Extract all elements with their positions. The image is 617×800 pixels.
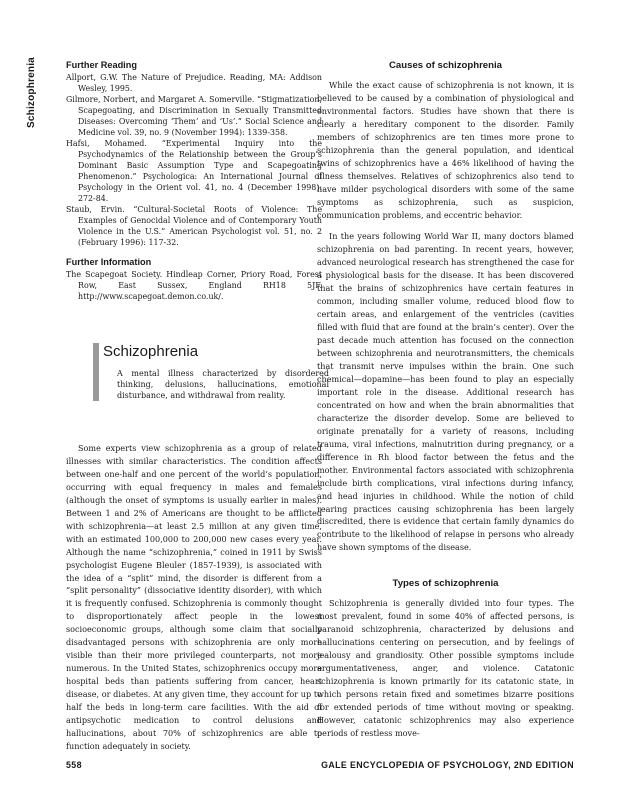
further-reading-heading: Further Reading xyxy=(66,60,137,70)
reference-item: Staub, Ervin. “Cultural-Societal Roots of Violence: The Examples of Genocidal Violence and of Contemporary Youth Violence in the U.S.” American Psychologist vol. 51, no. 2 (February 1996): 117-32. xyxy=(66,205,322,247)
left-body xyxy=(66,442,322,753)
entry-header xyxy=(93,343,329,401)
reference-item: Allport, G.W. The Nature of Prejudice. Reading, MA: Addison Wesley, 1995. xyxy=(66,73,322,93)
entry-title: Schizophrenia xyxy=(103,343,199,360)
further-information-heading: Further Information xyxy=(66,257,152,267)
page-number: 558 xyxy=(66,760,82,770)
further-information-text: The Scapegoat Society. Hindleap Corner, Priory Road, Forest Row, East Sussex, England RH18 5JF. http://www.scapegoat.demon.co.uk/. xyxy=(66,270,322,301)
body-paragraph: Schizophrenia is generally divided into four types. The most prevalent, found in some 40% of affected persons, is paranoid schizophrenia, characterized by delusions and hallucinations centering on persecution, and by feelings of jealousy and grandiosity. Other possible symptoms include argumentativeness, anger, and violence. Catatonic schizophrenia is known primarily for its catatonic state, in which persons retain fixed and sometimes bizarre positions for extended periods of time without moving or speaking. However, catatonic schizophrenics may also experience periods of restless move- xyxy=(317,598,574,738)
publication-title: GALE ENCYCLOPEDIA OF PSYCHOLOGY, 2ND EDITION xyxy=(321,760,574,770)
reference-item: Hafsi, Mohamed. “Experimental Inquiry into the Psychodynamics of the Relationship between the Group’s Dominant Basic Assumption Type and Scapegoating Phenomenon.” Psychologica: An International Journal of Psychology in the Orient vol. 41, no. 4 (December 1998): 272-84. xyxy=(66,139,322,203)
reference-item: Gilmore, Norbert, and Margaret A. Somerville. “Stigmatization, Scapegoating, and Discrimination in Sexually Transmitted Diseases: Overcoming ‘Them’ and ‘Us’.” Social Science and Medicine vol. 39, no. 9 (November 1994): 1339-358. xyxy=(66,95,322,137)
body-paragraph: Some experts view schizophrenia as a group of related illnesses with similar characteristics. The condition affects between one-half and one percent of the world’s population, occurring with equal frequency in males and females (although the onset of symptoms is usually earlier in males). Between 1 and 2% of Americans are thought to be afflicted with schizophrenia—at least 2.5 million at any given time, with an estimated 100,000 to 200,000 new cases every year. Although the name “schizophrenia,” coined in 1911 by Swiss psychologist Eugene Bleuler (1857-1939), is associated with the idea of a “split” mind, the disorder is different from a “split personality” (dissociative identity disorder), with which it is frequently confused. Schizophrenia is commonly thought to disproportionately affect people in the lowest socioeconomic groups, although some claim that socially disadvantaged persons with schizophrenia are only more visible than their more privileged counterparts, not more numerous. In the United States, schizophrenics occupy more hospital beds than patients suffering from cancer, heart disease, or diabetes. At any given time, they account for up to half the beds in long-term care facilities. With the aid of antipsychotic medication to control delusions and hallucinations, about 70% of schizophrenics are able to function adequately in society. xyxy=(66,443,322,751)
running-head: Schizophrenia xyxy=(26,57,37,128)
entry-definition: A mental illness characterized by disordered thinking, delusions, hallucinations, emotional disturbance, and withdrawal from reality. xyxy=(117,369,329,400)
right-column xyxy=(317,60,574,740)
body-paragraph: In the years following World War II, many doctors blamed schizophrenia on bad parenting. In recent years, however, advanced neurological research has strengthened the case for a physiological basis for the disease. It has been discovered that the brains of schizophrenics have certain features in common, including smaller volume, reduced blood flow to certain areas, and enlargement of the ventricles (cavities filled with fluid that are found at the brain’s center). Over the past decade much attention has focused on the connection between schizophrenia and neurotransmitters, the chemicals that transmit nerve impulses within the brain. One such chemical—dopamine—has been found to play an especially important role in the disease. Additional research has concentrated on how and when the brain abnormalities that characterize the disorder develop. Some are believed to originate prenatally for a variety of reasons, including trauma, viral infections, malnutrition during pregnancy, or a difference in Rh blood factor between the fetus and the mother. Environmental factors associated with schizophrenia include birth complications, viral infections during infancy, and head injuries in childhood. While the notion of child rearing practices causing schizophrenia has been largely discredited, there is evidence that certain family dynamics do contribute to the likelihood of relapse in persons who already have shown symptoms of the disease. xyxy=(317,231,574,553)
body-paragraph: While the exact cause of schizophrenia is not known, it is believed to be caused by a combination of physiological and environmental factors. Studies have shown that there is clearly a hereditary component to the disorder. Family members of schizophrenics are ten times more prone to schizophrenia than the general population, and identical twins of schizophrenics have a 46% likelihood of having the illness themselves. Relatives of schizophrenics also tend to have milder psychological disorders with some of the same symptoms as schizophrenia, such as suspicion, communication problems, and eccentric behavior. xyxy=(317,80,574,220)
causes-heading: Causes of schizophrenia xyxy=(388,60,503,71)
left-column xyxy=(66,60,322,302)
types-heading: Types of schizophrenia xyxy=(392,578,499,590)
